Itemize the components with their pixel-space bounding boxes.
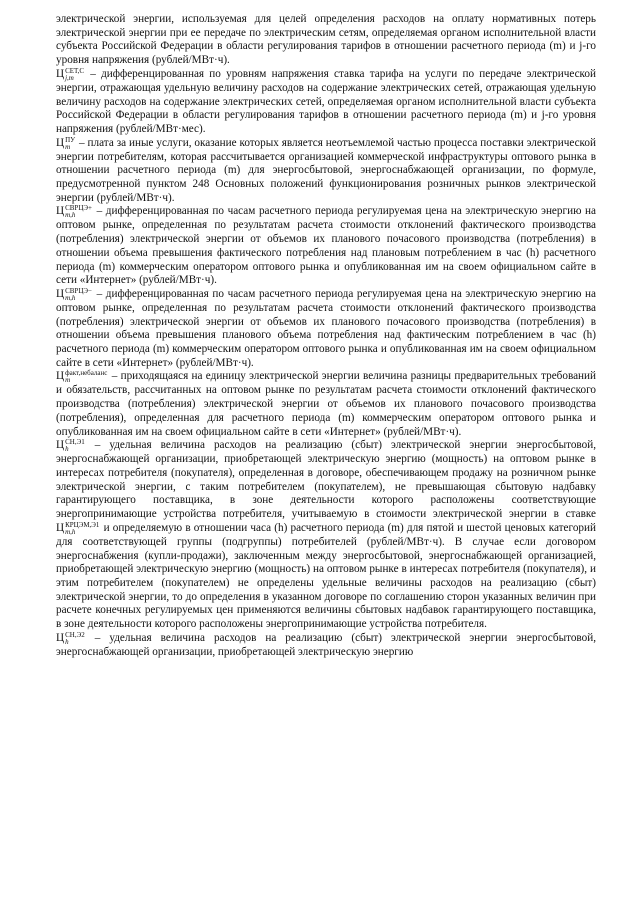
formula-superscript: СВРЦЭ− (65, 286, 92, 295)
formula-superscript: КРЦЭМ,Э1 (65, 520, 100, 529)
formula-symbol: Ц СН,Э1 h (56, 438, 85, 454)
paragraph-text: электрической энергии, используемая для целей определения расходов на оплату нормативных потерь электрической энергии при ее передаче по электрическим сетям, определяемая органом исполнительной власти субъекта Российской Федерации в области регулирования тарифов в отношении расчетного периода (m) и j-го уровня напряжения (рублей/МВт·ч). (56, 13, 596, 67)
formula-symbol-inline: Ц КРЦЭМ,Э1 m,h (56, 520, 100, 536)
paragraph-text: – удельная величина расходов на реализацию (сбыт) электрической энергии энергосбытовой, энергоснабжающей организации, приобретающей электрическую энергию (мощность) на оптовом рынке в интересах потребителя (покупателя), определенная в договоре, обеспечивающем продажу на розничном рынке электрической энергии, с таким потребителем (покупателем), не превышающая сбытовую надбавку гарантирующего поставщика, в зоне деятельности которого расположены соответствующие энергопринимающие устройства потребителя, учитываемую в стоимости электрической энергии в ставке (56, 439, 597, 521)
paragraph-text: – дифференцированная по часам расчетного периода регулируемая цена на электрическую энергию на оптовом рынке, определенная по результатам расчета стоимости отклонений фактического производства (потребления) электрической энергии от объемов их планового почасового производства (потребления) в отношении объема превышения планового объема потребления над фактическим потреблением в час (h) расчетного периода (m) коммерческим оператором оптового рынка и опубликованная им на своем официальном сайте в сети «Интернет» (рублей/МВт·ч). (56, 287, 596, 369)
paragraph-text: – дифференцированная по часам расчетного периода регулируемая цена на электрическую энергию на оптовом рынке, определенная по результатам расчета стоимости отклонений фактического производства (потребления) электрической энергии от объемов их планового почасового производства (потребления) в отношении объема превышения фактического потребления над плановым потреблением в час (h) расчетного периода (m) коммерческим оператором оптового рынка и опубликованная им на своем официальном сайте в сети «Интернет» (рублей/МВт·ч). (56, 205, 596, 287)
paragraph-deviation-price-plus (56, 205, 596, 288)
formula-subscript: h (65, 445, 69, 454)
formula-subscript: j,m (65, 73, 74, 82)
formula-symbol: Ц СВРЦЭ+ m,h (56, 204, 92, 220)
formula-subscript: m,h (65, 527, 76, 536)
formula-symbol: Ц СН,Э2 h (56, 630, 85, 646)
paragraph-sales-cost-e1 (56, 439, 596, 631)
formula-superscript: СН,Э2 (65, 630, 85, 639)
formula-symbol: Ц СЕТ,С j,m (56, 66, 85, 82)
paragraph-deviation-price-minus (56, 288, 596, 371)
formula-superscript: СВРЦЭ+ (65, 204, 92, 213)
formula-subscript: m,h (65, 293, 76, 302)
formula-superscript: факт,небаланс (65, 369, 108, 378)
paragraph-other-services-fee (56, 137, 596, 206)
formula-subscript: m (65, 142, 71, 151)
paragraph-sales-cost-e2 (56, 632, 596, 660)
paragraph-tariff-network-rate (56, 68, 596, 137)
formula-symbol: Ц СВРЦЭ− m,h (56, 286, 92, 302)
formula-subscript: m,h (65, 211, 76, 220)
formula-subscript: m (65, 376, 71, 385)
formula-symbol: Ц ПУ m (56, 135, 76, 151)
formula-symbol: Ц факт,небаланс m (56, 369, 108, 385)
paragraph-text: и определяемую в отношении часа (h) расчетного периода (m) для пятой и шестой ценовых категорий для соответствующей группы (подгруппы) потребителей (рублей/МВт·ч). В случае если договором энергоснабжения (купли-продажи), заключенным между энергосбытовой, энергоснабжающей организацией, приобретающей электрическую энергию (мощность) на оптовом рынке в интересах потребителя (покупателя), и этим потребителем (покупателем) не определены удельные величины расходов на реализацию (сбыт) электрической энергии, то до определения в указанном договоре по соглашению сторон указанных величин при расчете конечных регулируемых цен применяются величины сбытовых надбавок гарантирующего поставщика, в зоне деятельности которого расположены энергопринимающие устройства потребителя. (56, 521, 596, 631)
paragraph-continuation (56, 13, 596, 68)
paragraph-imbalance (56, 370, 596, 439)
formula-superscript: ПУ (65, 135, 76, 144)
paragraph-text: – приходящаяся на единицу электрической энергии величина разницы предварительных требований и обязательств, рассчитанных на оптовом рынке по результатам расчета стоимости отклонений фактического производства (потребления) электрической энергии от объемов их планового почасового производства (потребления), определенная для расчетного периода (m) коммерческим оператором оптового рынка и опубликованная им на своем официальном сайте в сети «Интернет» (рублей/МВт·ч). (56, 370, 597, 438)
formula-superscript: СЕТ,С (65, 66, 85, 75)
formula-superscript: СН,Э1 (65, 438, 85, 447)
paragraph-text: – дифференцированная по уровням напряжения ставка тарифа на услуги по передаче электрической энергии, отражающая удельную величину расходов на содержание электрических сетей, отражающая удельную величину расходов на содержание электрических сетей, определяемая органом исполнительной власти субъекта Российской Федерации в области регулирования тарифов в отношении расчетного периода (m) и j-го уровня напряжения (рублей/МВт·мес). (56, 67, 597, 135)
formula-subscript: h (65, 637, 69, 646)
paragraph-text: – удельная величина расходов на реализацию (сбыт) электрической энергии энергосбытовой, энергоснабжающей организации, приобретающей электрическую энергию (56, 631, 597, 658)
paragraph-text: – плата за иные услуги, оказание которых является неотъемлемой частью процесса поставки электрической энергии потребителям, которая рассчитывается организацией коммерческой инфраструктуры оптового рынка в отношении расчетного периода (m) для энергосбытовой, энергоснабжающей организации, по формуле, предусмотренной пунктом 248 Основных положений функционирования розничных рынков электрической энергии (рублей/МВт·ч). (56, 136, 596, 204)
